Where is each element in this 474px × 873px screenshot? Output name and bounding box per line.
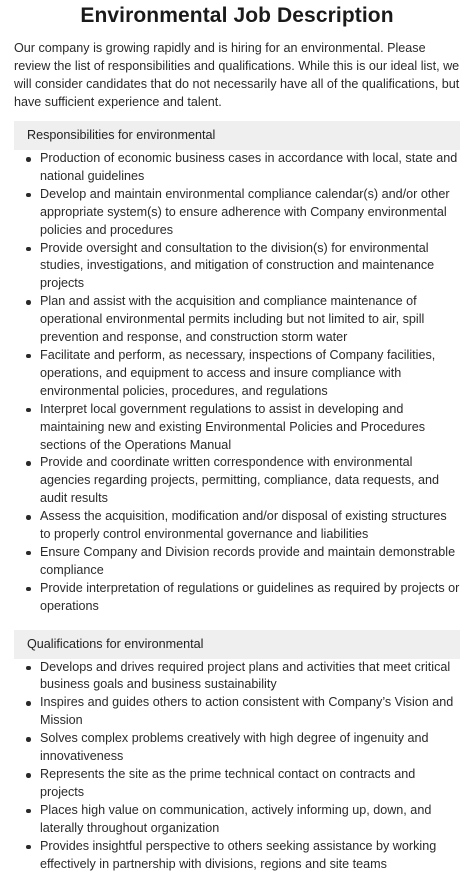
- bullet-icon: [26, 666, 31, 671]
- list-item: [14, 659, 460, 695]
- bullet-icon: [26, 701, 31, 706]
- qualifications-heading: Qualifications for environmental: [14, 630, 460, 659]
- list-item-text: Represents the site as the prime technical contact on contracts and projects: [40, 767, 416, 799]
- list-item-text: Interpret local government regulations to assist in developing and maintaining new and existing Environmental Policies and Procedures sections of the Operations Manual: [40, 401, 426, 452]
- responsibilities-heading: Responsibilities for environmental: [14, 121, 460, 150]
- intro-paragraph: Our company is growing rapidly and is hiring for an environmental. Please review the list of responsibilities and qualifications. While this is our ideal list, we will consider candidates that do not necessarily have all of the qualifications, but have sufficient experience and talent.: [14, 41, 460, 109]
- list-item: [14, 580, 460, 616]
- list-item-text: Places high value on communication, actively informing up, down, and laterally throughout organization: [40, 802, 432, 835]
- bullet-icon: [26, 587, 31, 592]
- list-item: [14, 730, 460, 766]
- bullet-icon: [26, 247, 31, 252]
- list-item-text: Provide interpretation of regulations or guidelines as required by projects or operations: [40, 580, 460, 613]
- bullet-icon: [26, 300, 31, 305]
- list-item: [14, 694, 460, 730]
- page-title: Environmental Job Description: [80, 4, 394, 27]
- bullet-icon: [26, 408, 31, 413]
- bullet-icon: [26, 773, 31, 778]
- list-item-text: Production of economic business cases in accordance with local, state and national guidelines: [40, 151, 458, 183]
- list-item-text: Provide and coordinate written correspondence with environmental agencies regarding projects, permitting, compliance, data requests, and audit results: [40, 455, 440, 506]
- bullet-icon: [26, 737, 31, 742]
- list-item: [14, 766, 460, 802]
- list-item: [14, 454, 460, 508]
- list-item-text: Ensure Company and Division records provide and maintain demonstrable compliance: [40, 544, 456, 577]
- list-item: [14, 838, 460, 873]
- list-item: [14, 347, 460, 401]
- list-item: [14, 186, 460, 240]
- list-item: [14, 802, 460, 838]
- list-item-text: Plan and assist with the acquisition and compliance maintenance of operational environmental permits including but not limited to air, spill prevention and response, and construction storm water: [40, 294, 425, 345]
- bullet-icon: [26, 515, 31, 520]
- bullet-icon: [26, 461, 31, 466]
- list-item-text: Provides insightful perspective to others seeking assistance by working effectively in partnership with divisions, regions and site teams: [40, 838, 437, 871]
- list-item-text: Assess the acquisition, modification and/or disposal of existing structures to properly control environmental governance and liabilities: [40, 509, 447, 542]
- bullet-icon: [26, 157, 31, 162]
- list-item-text: Solves complex problems creatively with high degree of ingenuity and innovativeness: [40, 731, 429, 764]
- bullet-icon: [26, 193, 31, 198]
- list-item: [14, 508, 460, 544]
- list-item-text: Provide oversight and consultation to the division(s) for environmental studies, investigations, and mitigation of construction and maintenance projects: [40, 240, 435, 291]
- qualifications-list: [14, 659, 460, 873]
- responsibilities-list: [14, 150, 460, 616]
- bullet-icon: [26, 354, 31, 359]
- list-item: [14, 240, 460, 294]
- list-item-text: Inspires and guides others to action consistent with Company’s Vision and Mission: [40, 695, 454, 728]
- bullet-icon: [26, 845, 31, 850]
- list-item: [14, 401, 460, 455]
- list-item: [14, 150, 460, 186]
- list-item-text: Facilitate and perform, as necessary, inspections of Company facilities, operations, and equipment to access and insure compliance with environmental policies, procedures, and regulations: [40, 347, 436, 398]
- list-item-text: Develops and drives required project plans and activities that meet critical business goals and business sustainability: [40, 659, 451, 692]
- list-item-text: Develop and maintain environmental compliance calendar(s) and/or other appropriate system(s) to ensure adherence with Company environmental policies and procedures: [40, 186, 450, 237]
- bullet-icon: [26, 809, 31, 814]
- list-item: [14, 293, 460, 347]
- bullet-icon: [26, 551, 31, 556]
- list-item: [14, 544, 460, 580]
